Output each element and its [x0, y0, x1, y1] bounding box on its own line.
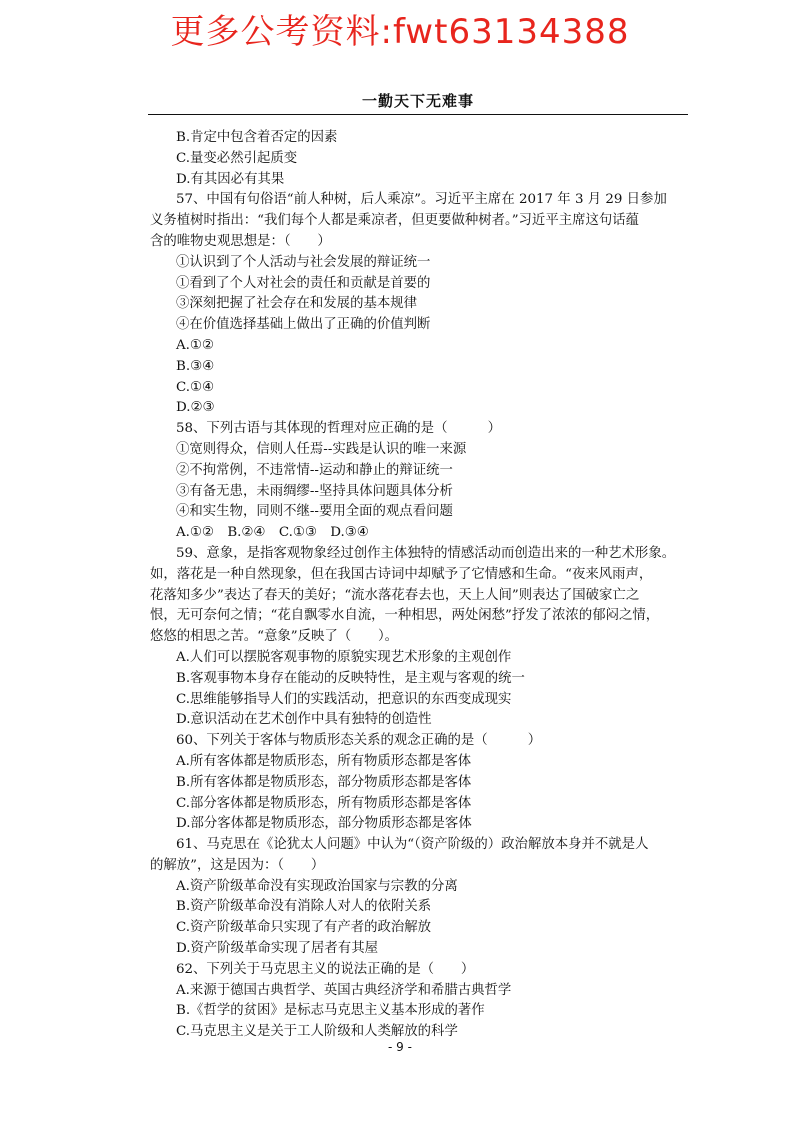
text-line: B.客观事物本身存在能动的反映特性，是主观与客观的统一 — [176, 670, 525, 686]
watermark-banner: 更多公考资料:fwt63134388 — [170, 12, 630, 52]
header-divider — [148, 114, 688, 115]
text-line: 的解放”，这是因为：（ ） — [150, 857, 325, 873]
text-line: D.②③ — [176, 400, 215, 416]
text-line: ③有备无患，未雨绸缪--坚持具体问题具体分析 — [176, 483, 453, 499]
text-line: ④在价值选择基础上做出了正确的价值判断 — [176, 317, 431, 333]
text-line: A.①② — [176, 337, 214, 353]
text-line: C.马克思主义是关于工人阶级和人类解放的科学 — [176, 1024, 458, 1040]
text-line: ③深刻把握了社会存在和发展的基本规律 — [176, 296, 418, 312]
text-line: C.①④ — [176, 379, 215, 395]
question-text-body — [150, 128, 690, 1043]
text-line: ①认识到了个人活动与社会发展的辩证统一 — [176, 254, 431, 270]
text-line: 含的唯物史观思想是：（ ） — [150, 233, 331, 249]
text-line: A.所有客体都是物质形态，所有物质形态都是客体 — [176, 753, 472, 769]
text-line: C.思维能够指导人们的实践活动，把意识的东西变成现实 — [176, 691, 512, 707]
text-line: 62、下列关于马克思主义的说法正确的是（ ） — [176, 961, 475, 977]
text-line: 悠悠的相思之苦。“意象”反映了（ ）。 — [150, 629, 399, 645]
text-line: 57、中国有句俗语“前人种树，后人乘凉”。习近平主席在 2017 年 3 月 29 日参加 — [176, 192, 667, 208]
text-line: 58、下列古语与其体现的哲理对应正确的是（ ） — [176, 421, 502, 437]
text-line: 59、意象，是指客观物象经过创作主体独特的情感活动而创造出来的一种艺术形象。 — [176, 545, 676, 561]
text-line: B.所有客体都是物质形态，部分物质形态都是客体 — [176, 774, 472, 790]
text-line: ①看到了个人对社会的责任和贡献是首要的 — [176, 275, 431, 291]
text-line: C.资产阶级革命只实现了有产者的政治解放 — [176, 920, 432, 936]
text-line: 义务植树时指出：“我们每个人都是乘凉者，但更要做种树者。”习近平主席这句话蕴 — [150, 213, 640, 229]
text-line: A.来源于德国古典哲学、英国古典经济学和希腊古典哲学 — [176, 982, 512, 998]
text-line: A.①② B.②④ C.①③ D.③④ — [176, 525, 369, 541]
text-line: ②不拘常例，不违常情--运动和静止的辩证统一 — [176, 462, 453, 478]
text-line: ④和实生物，同则不继--要用全面的观点看问题 — [176, 504, 453, 520]
text-line: D.有其因必有其果 — [176, 171, 285, 187]
text-line: D.意识活动在艺术创作中具有独特的创造性 — [176, 712, 432, 728]
text-line: ①宽则得众，信则人任焉--实践是认识的唯一来源 — [176, 441, 467, 457]
text-line: D.部分客体都是物质形态，部分物质形态都是客体 — [176, 816, 472, 832]
text-line: B.肯定中包含着否定的因素 — [176, 130, 338, 145]
text-line: B.③④ — [176, 358, 215, 374]
text-line: C.部分客体都是物质形态，所有物质形态都是客体 — [176, 795, 472, 811]
text-line: A.资产阶级革命没有实现政治国家与宗教的分离 — [176, 878, 458, 894]
text-line: 恨，无可奈何之情；“花自飘零水自流，一种相思，两处闲愁”抒发了浓浓的郁闷之情， — [150, 608, 660, 624]
page-header-motto: 一勤天下无难事 — [362, 92, 475, 110]
page-number: - 9 - — [388, 1040, 412, 1054]
text-line: C.量变必然引起质变 — [176, 150, 298, 166]
text-line: 花落知多少”表达了春天的美好；“流水落花春去也，天上人间”则表达了国破家亡之 — [150, 587, 640, 603]
text-line: 如，落花是一种自然现象，但在我国古诗词中却赋予了它情感和生命。“夜来风雨声， — [150, 566, 653, 582]
text-line: D.资产阶级革命实现了居者有其屋 — [176, 941, 378, 957]
text-line: B.《哲学的贫困》是标志马克思主义基本形成的著作 — [176, 1003, 485, 1019]
text-line: B.资产阶级革命没有消除人对人的依附关系 — [176, 899, 432, 915]
text-line: 61、马克思在《论犹太人问题》中认为“（资产阶级的）政治解放本身并不就是人 — [176, 837, 649, 853]
text-line: A.人们可以摆脱客观事物的原貌实现艺术形象的主观创作 — [176, 649, 512, 665]
text-line: 60、下列关于客体与物质形态关系的观念正确的是（ ） — [176, 733, 542, 749]
